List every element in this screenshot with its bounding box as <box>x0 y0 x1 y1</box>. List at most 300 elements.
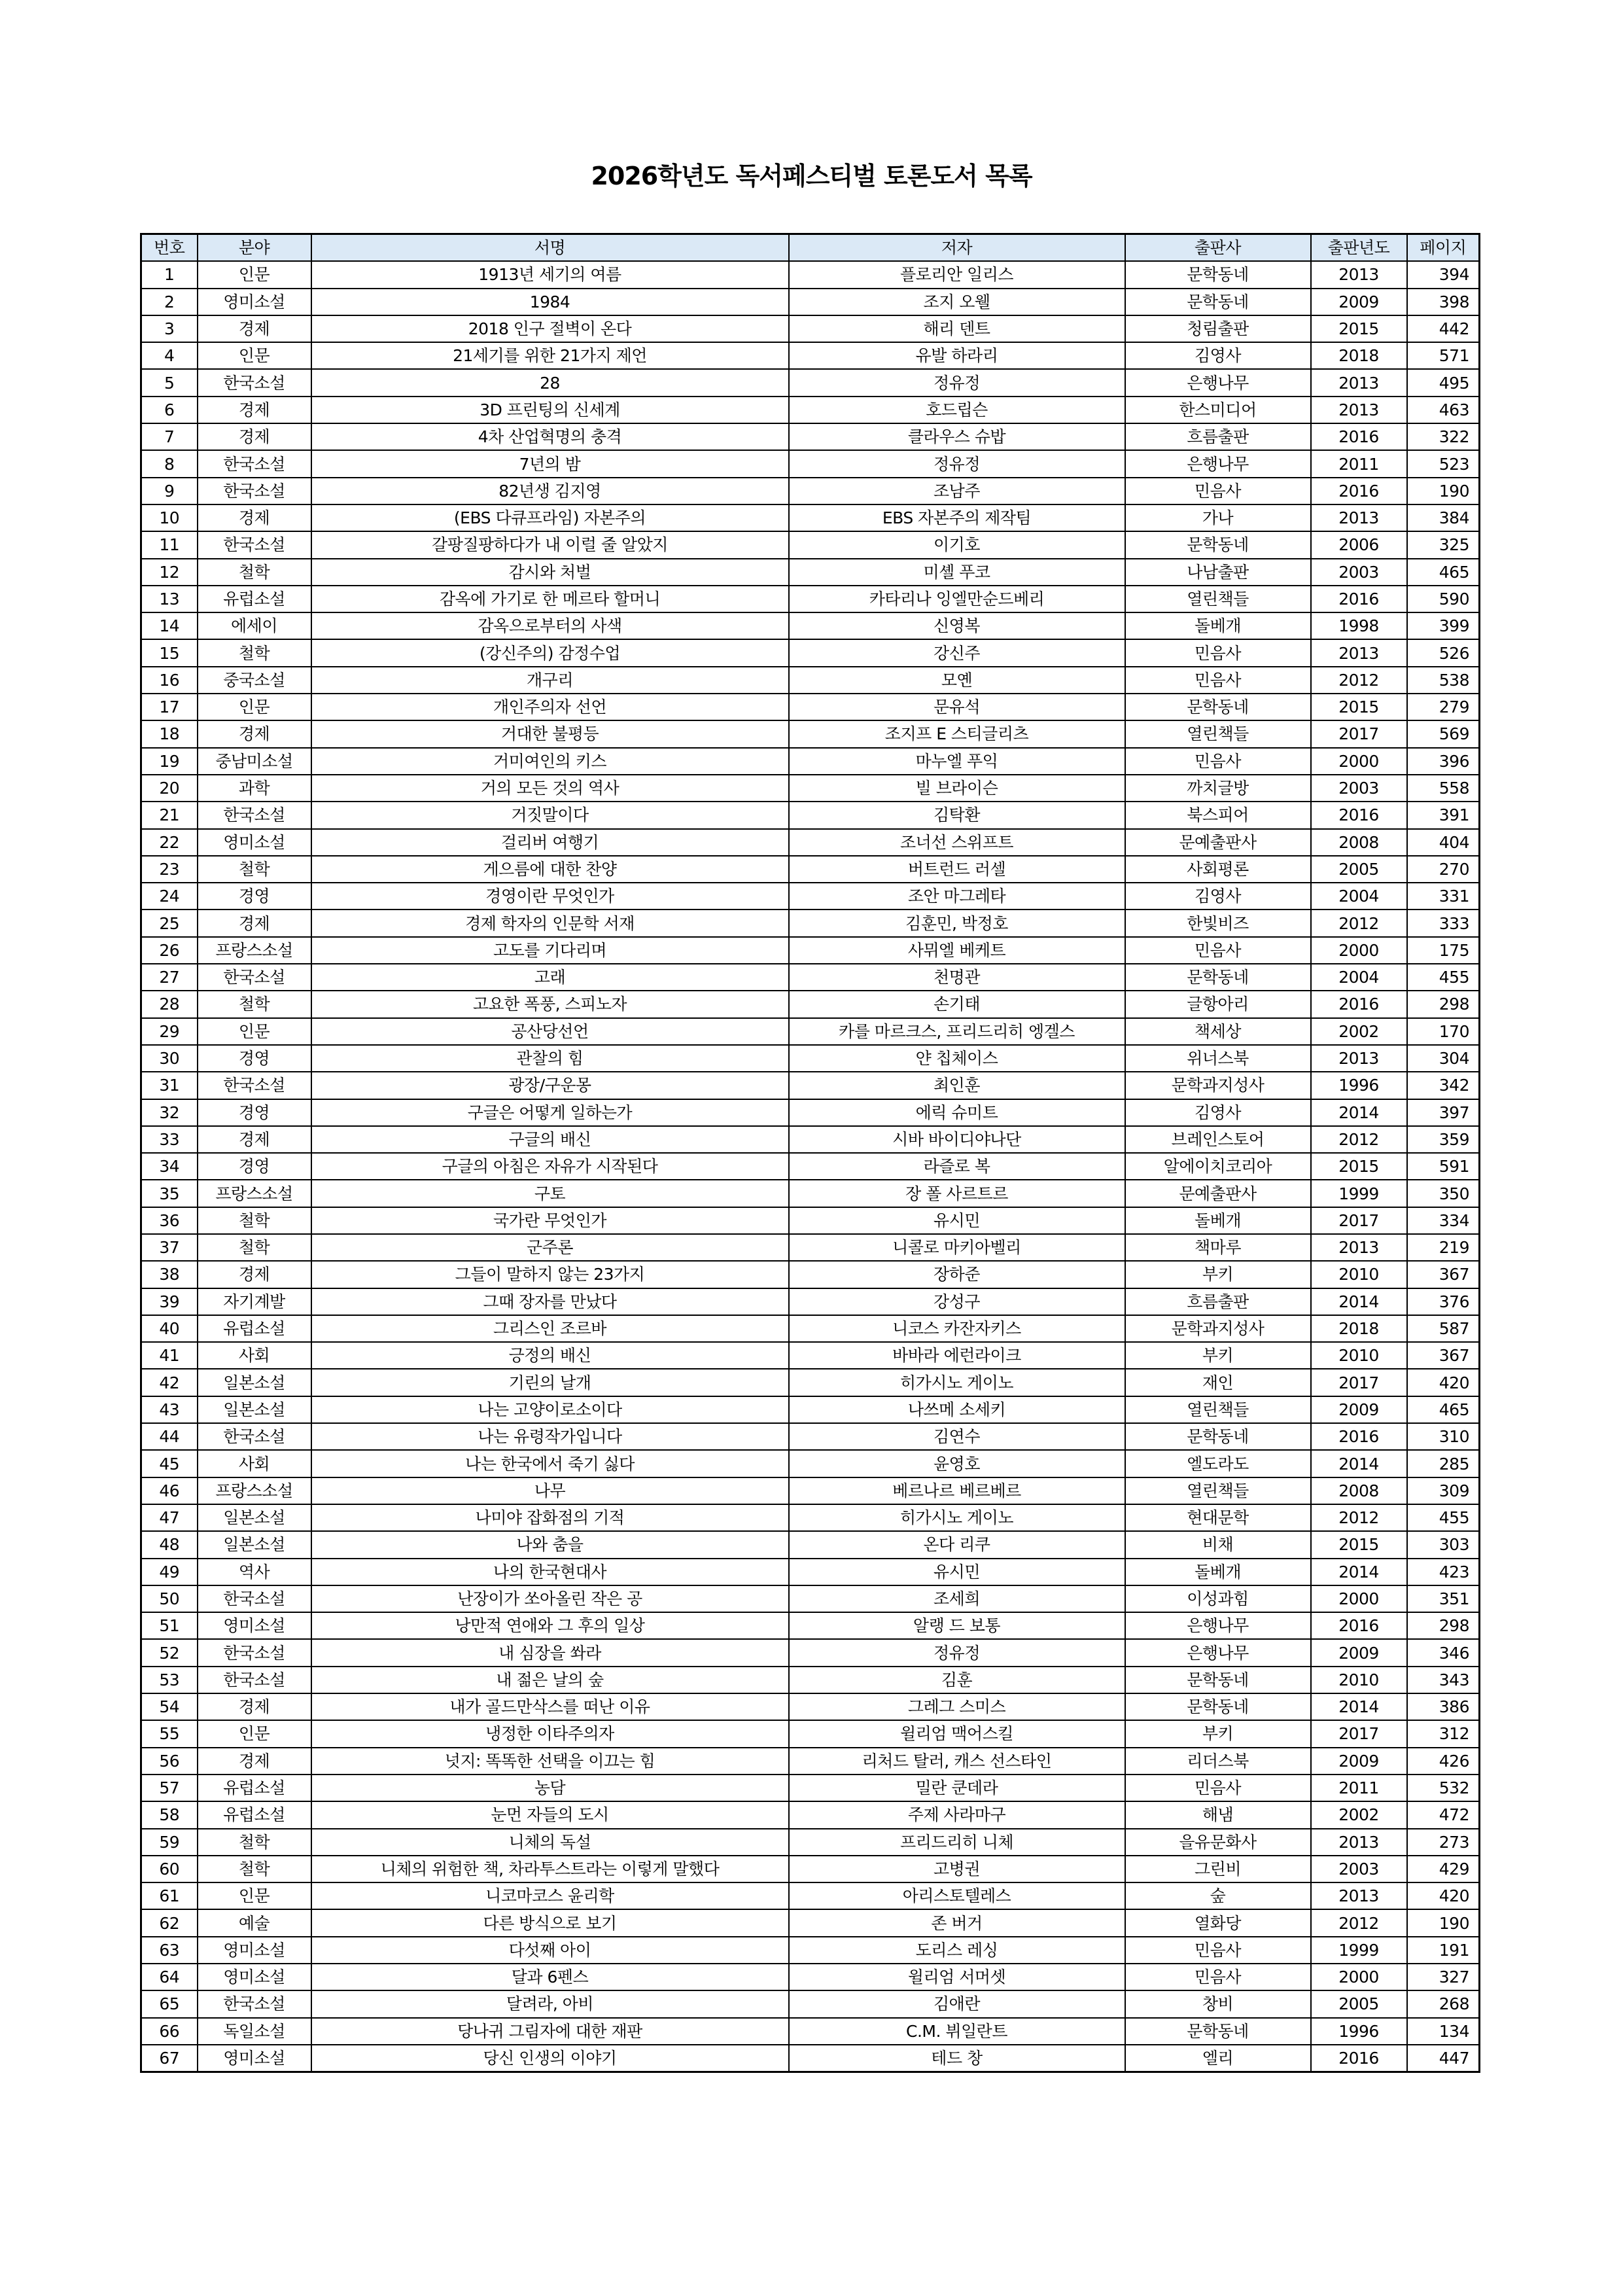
cell-author: 히가시노 게이노 <box>789 1504 1125 1531</box>
cell-publisher: 문학동네 <box>1125 964 1311 991</box>
cell-year: 2005 <box>1311 1990 1407 2017</box>
cell-category: 사회 <box>198 1342 311 1369</box>
cell-year: 2016 <box>1311 478 1407 504</box>
cell-author: 이기호 <box>789 531 1125 558</box>
cell-pages: 312 <box>1407 1720 1480 1747</box>
cell-number: 46 <box>141 1477 198 1504</box>
cell-author: 유발 하라리 <box>789 342 1125 369</box>
cell-publisher: 엘도라도 <box>1125 1450 1311 1477</box>
cell-year: 2009 <box>1311 289 1407 315</box>
cell-category: 영미소설 <box>198 1612 311 1639</box>
cell-title: (강신주의) 감정수업 <box>311 639 789 666</box>
cell-publisher: 민음사 <box>1125 667 1311 694</box>
cell-title: 나는 한국에서 죽기 싫다 <box>311 1450 789 1477</box>
cell-title: 내가 골드만삭스를 떠난 이유 <box>311 1693 789 1720</box>
cell-title: 나와 춤을 <box>311 1531 789 1558</box>
table-row <box>141 342 1480 369</box>
cell-category: 한국소설 <box>198 1639 311 1666</box>
cell-category: 경영 <box>198 1045 311 1072</box>
cell-year: 2015 <box>1311 1153 1407 1180</box>
cell-number: 65 <box>141 1990 198 2017</box>
cell-publisher: 을유문화사 <box>1125 1829 1311 1856</box>
cell-year: 1996 <box>1311 1072 1407 1099</box>
cell-pages: 170 <box>1407 1018 1480 1045</box>
cell-author: 신영복 <box>789 612 1125 639</box>
cell-author: 바바라 에런라이크 <box>789 1342 1125 1369</box>
cell-pages: 190 <box>1407 478 1480 504</box>
cell-publisher: 부키 <box>1125 1342 1311 1369</box>
cell-author: 호드립슨 <box>789 397 1125 423</box>
cell-year: 2011 <box>1311 450 1407 477</box>
cell-category: 일본소설 <box>198 1396 311 1423</box>
table-row <box>141 504 1480 531</box>
cell-title: 나의 한국현대사 <box>311 1559 789 1585</box>
cell-category: 한국소설 <box>198 1667 311 1693</box>
cell-pages: 333 <box>1407 910 1480 936</box>
cell-number: 8 <box>141 450 198 477</box>
cell-title: 그들이 말하지 않는 23가지 <box>311 1261 789 1288</box>
cell-author: 클라우스 슈밥 <box>789 423 1125 450</box>
cell-pages: 404 <box>1407 829 1480 856</box>
cell-year: 2015 <box>1311 315 1407 342</box>
cell-category: 영미소설 <box>198 829 311 856</box>
cell-publisher: 문학동네 <box>1125 2018 1311 2045</box>
cell-number: 16 <box>141 667 198 694</box>
cell-title: 공산당선언 <box>311 1018 789 1045</box>
cell-pages: 268 <box>1407 1990 1480 2017</box>
table-row <box>141 315 1480 342</box>
cell-author: EBS 자본주의 제작팀 <box>789 504 1125 531</box>
table-row <box>141 1099 1480 1126</box>
cell-category: 프랑스소설 <box>198 1477 311 1504</box>
cell-number: 5 <box>141 369 198 396</box>
cell-pages: 465 <box>1407 559 1480 586</box>
cell-title: 3D 프린팅의 신세계 <box>311 397 789 423</box>
table-row <box>141 1342 1480 1369</box>
cell-pages: 429 <box>1407 1856 1480 1882</box>
cell-title: 경영이란 무엇인가 <box>311 883 789 910</box>
cell-publisher: 부키 <box>1125 1261 1311 1288</box>
cell-author: 아리스토텔레스 <box>789 1882 1125 1909</box>
cell-category: 역사 <box>198 1559 311 1585</box>
table-row <box>141 802 1480 828</box>
cell-title: 니코마코스 윤리학 <box>311 1882 789 1909</box>
table-row <box>141 937 1480 964</box>
cell-author: 베르나르 베르베르 <box>789 1477 1125 1504</box>
cell-publisher: 이성과힘 <box>1125 1585 1311 1612</box>
cell-publisher: 은행나무 <box>1125 1612 1311 1639</box>
cell-year: 2000 <box>1311 1964 1407 1990</box>
cell-author: 존 버거 <box>789 1909 1125 1936</box>
cell-year: 2013 <box>1311 261 1407 288</box>
cell-pages: 442 <box>1407 315 1480 342</box>
cell-title: 게으름에 대한 찬양 <box>311 856 789 883</box>
cell-publisher: 흐름출판 <box>1125 423 1311 450</box>
cell-category: 자기계발 <box>198 1288 311 1315</box>
cell-author: 최인훈 <box>789 1072 1125 1099</box>
cell-year: 2012 <box>1311 1909 1407 1936</box>
table-row <box>141 1559 1480 1585</box>
cell-pages: 591 <box>1407 1153 1480 1180</box>
cell-title: 구글은 어떻게 일하는가 <box>311 1099 789 1126</box>
table-row <box>141 1775 1480 1801</box>
cell-number: 59 <box>141 1829 198 1856</box>
cell-title: 갈팡질팡하다가 내 이럴 줄 알았지 <box>311 531 789 558</box>
table-row <box>141 1990 1480 2017</box>
cell-category: 일본소설 <box>198 1504 311 1531</box>
cell-publisher: 문학동네 <box>1125 1693 1311 1720</box>
cell-year: 2006 <box>1311 531 1407 558</box>
cell-author: 윤영호 <box>789 1450 1125 1477</box>
cell-number: 26 <box>141 937 198 964</box>
table-row <box>141 639 1480 666</box>
cell-year: 2014 <box>1311 1450 1407 1477</box>
cell-pages: 219 <box>1407 1234 1480 1261</box>
cell-publisher: 리더스북 <box>1125 1748 1311 1775</box>
cell-pages: 334 <box>1407 1207 1480 1234</box>
cell-year: 2017 <box>1311 1369 1407 1396</box>
cell-number: 12 <box>141 559 198 586</box>
table-row <box>141 964 1480 991</box>
cell-number: 6 <box>141 397 198 423</box>
cell-year: 2014 <box>1311 1099 1407 1126</box>
cell-year: 2000 <box>1311 1585 1407 1612</box>
cell-number: 55 <box>141 1720 198 1747</box>
cell-number: 58 <box>141 1801 198 1828</box>
cell-year: 2012 <box>1311 1504 1407 1531</box>
cell-category: 경제 <box>198 1261 311 1288</box>
table-row <box>141 1504 1480 1531</box>
cell-author: 유시민 <box>789 1559 1125 1585</box>
cell-category: 한국소설 <box>198 1072 311 1099</box>
cell-year: 1996 <box>1311 2018 1407 2045</box>
cell-pages: 495 <box>1407 369 1480 396</box>
cell-author: 윌리엄 서머셋 <box>789 1964 1125 1990</box>
cell-author: 문유석 <box>789 694 1125 720</box>
cell-category: 경제 <box>198 397 311 423</box>
cell-pages: 420 <box>1407 1369 1480 1396</box>
cell-pages: 455 <box>1407 964 1480 991</box>
cell-author: 조세희 <box>789 1585 1125 1612</box>
cell-number: 31 <box>141 1072 198 1099</box>
cell-year: 2013 <box>1311 369 1407 396</box>
cell-category: 영미소설 <box>198 1964 311 1990</box>
book-list-table <box>140 233 1480 2073</box>
cell-pages: 298 <box>1407 1612 1480 1639</box>
cell-title: 거미여인의 키스 <box>311 748 789 775</box>
cell-year: 2013 <box>1311 1045 1407 1072</box>
cell-publisher: 민음사 <box>1125 1937 1311 1964</box>
cell-number: 15 <box>141 639 198 666</box>
cell-title: 경제 학자의 인문학 서재 <box>311 910 789 936</box>
cell-publisher: 알에이치코리아 <box>1125 1153 1311 1180</box>
cell-author: 김훈 <box>789 1667 1125 1693</box>
cell-author: 빌 브라이슨 <box>789 775 1125 802</box>
cell-year: 2015 <box>1311 1531 1407 1558</box>
cell-publisher: 은행나무 <box>1125 1639 1311 1666</box>
cell-pages: 398 <box>1407 289 1480 315</box>
table-row <box>141 261 1480 288</box>
cell-title: 나는 유령작가입니다 <box>311 1423 789 1450</box>
cell-title: 니체의 위험한 책, 차라투스트라는 이렇게 말했다 <box>311 1856 789 1882</box>
cell-category: 영미소설 <box>198 289 311 315</box>
cell-pages: 351 <box>1407 1585 1480 1612</box>
table-row <box>141 1072 1480 1099</box>
cell-publisher: 책세상 <box>1125 1018 1311 1045</box>
table-row <box>141 1423 1480 1450</box>
cell-number: 42 <box>141 1369 198 1396</box>
cell-pages: 175 <box>1407 937 1480 964</box>
cell-year: 2009 <box>1311 1639 1407 1666</box>
table-row <box>141 1720 1480 1747</box>
header-category: 분야 <box>198 234 311 262</box>
table-row <box>141 1234 1480 1261</box>
table-row <box>141 1531 1480 1558</box>
cell-year: 2010 <box>1311 1667 1407 1693</box>
cell-pages: 455 <box>1407 1504 1480 1531</box>
cell-year: 2011 <box>1311 1775 1407 1801</box>
cell-title: 고도를 기다리며 <box>311 937 789 964</box>
cell-number: 51 <box>141 1612 198 1639</box>
cell-category: 프랑스소설 <box>198 937 311 964</box>
cell-pages: 571 <box>1407 342 1480 369</box>
table-row <box>141 2018 1480 2045</box>
cell-category: 한국소설 <box>198 1990 311 2017</box>
cell-year: 2013 <box>1311 1882 1407 1909</box>
cell-pages: 279 <box>1407 694 1480 720</box>
cell-publisher: 부키 <box>1125 1720 1311 1747</box>
cell-category: 경제 <box>198 504 311 531</box>
cell-title: 그때 장자를 만났다 <box>311 1288 789 1315</box>
cell-publisher: 열화당 <box>1125 1909 1311 1936</box>
cell-number: 33 <box>141 1126 198 1153</box>
cell-category: 영미소설 <box>198 2045 311 2072</box>
cell-year: 2014 <box>1311 1693 1407 1720</box>
cell-category: 유럽소설 <box>198 1315 311 1342</box>
cell-publisher: 은행나무 <box>1125 450 1311 477</box>
cell-author: 도리스 레싱 <box>789 1937 1125 1964</box>
cell-title: 감옥으로부터의 사색 <box>311 612 789 639</box>
cell-publisher: 문학동네 <box>1125 531 1311 558</box>
cell-publisher: 열린책들 <box>1125 720 1311 747</box>
cell-number: 28 <box>141 991 198 1017</box>
cell-author: 강성구 <box>789 1288 1125 1315</box>
cell-year: 2000 <box>1311 748 1407 775</box>
table-row <box>141 1937 1480 1964</box>
cell-author: 조지 오웰 <box>789 289 1125 315</box>
table-row <box>141 1180 1480 1207</box>
cell-title: 다른 방식으로 보기 <box>311 1909 789 1936</box>
cell-number: 2 <box>141 289 198 315</box>
cell-author: 마누엘 푸익 <box>789 748 1125 775</box>
cell-number: 20 <box>141 775 198 802</box>
table-row <box>141 1261 1480 1288</box>
cell-pages: 426 <box>1407 1748 1480 1775</box>
cell-publisher: 까치글방 <box>1125 775 1311 802</box>
cell-category: 철학 <box>198 1856 311 1882</box>
table-row <box>141 694 1480 720</box>
cell-year: 2014 <box>1311 1288 1407 1315</box>
cell-pages: 420 <box>1407 1882 1480 1909</box>
cell-year: 2013 <box>1311 1829 1407 1856</box>
cell-publisher: 비채 <box>1125 1531 1311 1558</box>
table-row <box>141 450 1480 477</box>
cell-year: 2012 <box>1311 667 1407 694</box>
cell-title: 거짓말이다 <box>311 802 789 828</box>
cell-number: 60 <box>141 1856 198 1882</box>
cell-year: 2016 <box>1311 2045 1407 2072</box>
cell-category: 중국소설 <box>198 667 311 694</box>
cell-title: 감시와 처벌 <box>311 559 789 586</box>
cell-title: 내 젊은 날의 숲 <box>311 1667 789 1693</box>
cell-author: 에릭 슈미트 <box>789 1099 1125 1126</box>
cell-category: 경제 <box>198 1126 311 1153</box>
cell-pages: 273 <box>1407 1829 1480 1856</box>
cell-category: 철학 <box>198 1829 311 1856</box>
cell-title: 달과 6펜스 <box>311 1964 789 1990</box>
cell-year: 2015 <box>1311 694 1407 720</box>
cell-publisher: 돌베개 <box>1125 1207 1311 1234</box>
cell-pages: 322 <box>1407 423 1480 450</box>
cell-number: 34 <box>141 1153 198 1180</box>
cell-author: 정유정 <box>789 450 1125 477</box>
table-row <box>141 883 1480 910</box>
table-row <box>141 1639 1480 1666</box>
table-row <box>141 289 1480 315</box>
cell-title: 28 <box>311 369 789 396</box>
cell-category: 한국소설 <box>198 450 311 477</box>
cell-pages: 285 <box>1407 1450 1480 1477</box>
cell-pages: 343 <box>1407 1667 1480 1693</box>
cell-author: 니코스 카잔자키스 <box>789 1315 1125 1342</box>
cell-number: 62 <box>141 1909 198 1936</box>
cell-category: 철학 <box>198 991 311 1017</box>
cell-number: 22 <box>141 829 198 856</box>
cell-number: 29 <box>141 1018 198 1045</box>
cell-category: 한국소설 <box>198 1585 311 1612</box>
cell-number: 48 <box>141 1531 198 1558</box>
cell-pages: 532 <box>1407 1775 1480 1801</box>
cell-author: 테드 창 <box>789 2045 1125 2072</box>
cell-publisher: 문학동네 <box>1125 261 1311 288</box>
cell-author: 라즐로 복 <box>789 1153 1125 1180</box>
cell-category: 경제 <box>198 910 311 936</box>
cell-category: 철학 <box>198 559 311 586</box>
cell-year: 2002 <box>1311 1018 1407 1045</box>
cell-publisher: 문학동네 <box>1125 1667 1311 1693</box>
cell-author: 모옌 <box>789 667 1125 694</box>
cell-pages: 376 <box>1407 1288 1480 1315</box>
cell-year: 2009 <box>1311 1396 1407 1423</box>
cell-author: 해리 덴트 <box>789 315 1125 342</box>
cell-pages: 397 <box>1407 1099 1480 1126</box>
cell-number: 44 <box>141 1423 198 1450</box>
header-number: 번호 <box>141 234 198 262</box>
cell-publisher: 사회평론 <box>1125 856 1311 883</box>
cell-number: 63 <box>141 1937 198 1964</box>
table-row <box>141 829 1480 856</box>
cell-number: 37 <box>141 1234 198 1261</box>
cell-number: 25 <box>141 910 198 936</box>
cell-category: 인문 <box>198 694 311 720</box>
table-row <box>141 1018 1480 1045</box>
cell-category: 영미소설 <box>198 1937 311 1964</box>
table-row <box>141 1585 1480 1612</box>
cell-publisher: 위너스북 <box>1125 1045 1311 1072</box>
cell-year: 2004 <box>1311 964 1407 991</box>
cell-number: 67 <box>141 2045 198 2072</box>
cell-pages: 569 <box>1407 720 1480 747</box>
cell-publisher: 책마루 <box>1125 1234 1311 1261</box>
cell-pages: 391 <box>1407 802 1480 828</box>
cell-publisher: 나남출판 <box>1125 559 1311 586</box>
page-title: 2026학년도 독서페스티벌 토론도서 목록 <box>591 162 1032 190</box>
cell-pages: 538 <box>1407 667 1480 694</box>
cell-title: 낭만적 연애와 그 후의 일상 <box>311 1612 789 1639</box>
table-row <box>141 1315 1480 1342</box>
cell-pages: 394 <box>1407 261 1480 288</box>
cell-pages: 472 <box>1407 1801 1480 1828</box>
cell-number: 9 <box>141 478 198 504</box>
table-row <box>141 1748 1480 1775</box>
cell-number: 47 <box>141 1504 198 1531</box>
cell-title: 구글의 배신 <box>311 1126 789 1153</box>
cell-publisher: 브레인스토어 <box>1125 1126 1311 1153</box>
cell-number: 41 <box>141 1342 198 1369</box>
cell-author: 조지프 E 스티글리츠 <box>789 720 1125 747</box>
cell-publisher: 돌베개 <box>1125 612 1311 639</box>
cell-author: 니콜로 마키아벨리 <box>789 1234 1125 1261</box>
cell-publisher: 민음사 <box>1125 478 1311 504</box>
cell-year: 2003 <box>1311 775 1407 802</box>
table-row <box>141 1045 1480 1072</box>
table-row <box>141 1909 1480 1936</box>
cell-author: 카타리나 잉엘만순드베리 <box>789 586 1125 612</box>
cell-category: 중남미소설 <box>198 748 311 775</box>
cell-number: 11 <box>141 531 198 558</box>
cell-pages: 587 <box>1407 1315 1480 1342</box>
cell-year: 2002 <box>1311 1801 1407 1828</box>
cell-author: C.M. 뷔일란트 <box>789 2018 1125 2045</box>
cell-year: 2013 <box>1311 397 1407 423</box>
cell-author: 얀 칩체이스 <box>789 1045 1125 1072</box>
cell-category: 철학 <box>198 1207 311 1234</box>
table-row <box>141 1882 1480 1909</box>
cell-title: 냉정한 이타주의자 <box>311 1720 789 1747</box>
cell-year: 2016 <box>1311 1423 1407 1450</box>
table-row <box>141 1477 1480 1504</box>
table-row <box>141 1396 1480 1423</box>
cell-category: 인문 <box>198 1882 311 1909</box>
cell-category: 유럽소설 <box>198 586 311 612</box>
cell-author: 강신주 <box>789 639 1125 666</box>
cell-publisher: 열린책들 <box>1125 1477 1311 1504</box>
header-title: 서명 <box>311 234 789 262</box>
cell-title: 구토 <box>311 1180 789 1207</box>
cell-year: 2012 <box>1311 1126 1407 1153</box>
cell-pages: 523 <box>1407 450 1480 477</box>
cell-number: 53 <box>141 1667 198 1693</box>
cell-title: 1913년 세기의 여름 <box>311 261 789 288</box>
cell-year: 2003 <box>1311 559 1407 586</box>
cell-year: 2016 <box>1311 1612 1407 1639</box>
cell-number: 40 <box>141 1315 198 1342</box>
cell-publisher: 현대문학 <box>1125 1504 1311 1531</box>
cell-year: 2008 <box>1311 829 1407 856</box>
cell-author: 리처드 탈러, 캐스 선스타인 <box>789 1748 1125 1775</box>
table-row <box>141 586 1480 612</box>
cell-author: 조안 마그레타 <box>789 883 1125 910</box>
